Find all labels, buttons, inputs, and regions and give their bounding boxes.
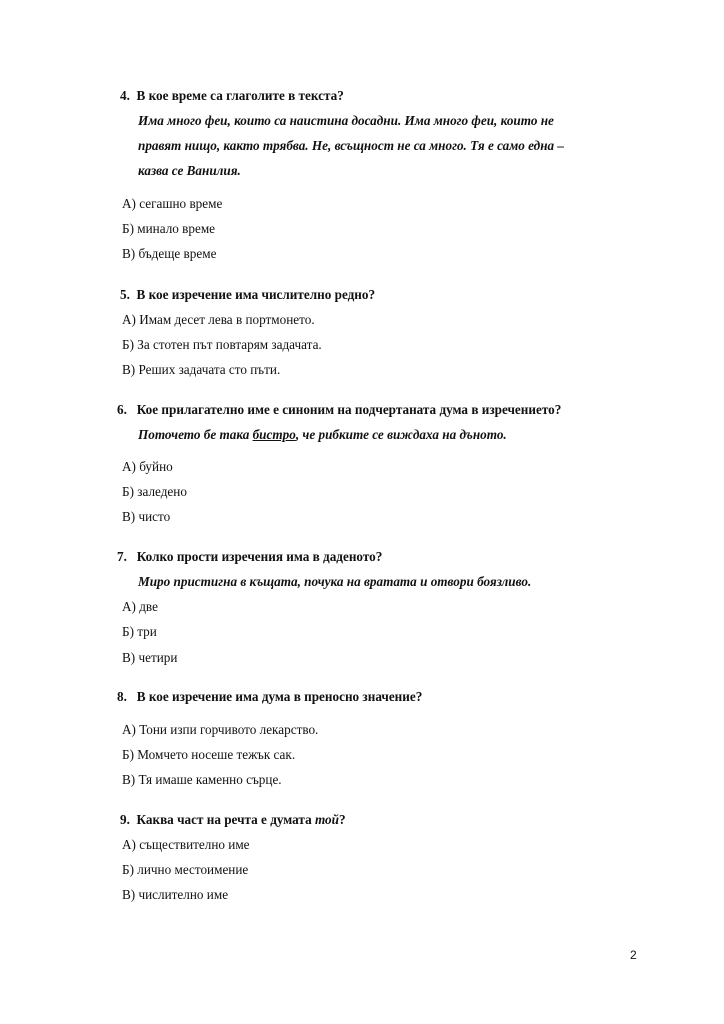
answer-option: В) четири [122, 650, 178, 665]
question-number: 4. [120, 88, 130, 103]
quote-line [138, 427, 507, 443]
answer-option: А) Имам десет лева в портмонето. [122, 312, 315, 327]
question-number: 5. [120, 287, 130, 302]
quote-text: , че рибките се виждаха на дъното. [295, 427, 507, 442]
question-text: Колко прости изречения има в даденото? [136, 549, 383, 564]
italic-word: той [314, 812, 339, 827]
question-text: В кое изречение има дума в преносно значение? [136, 689, 423, 704]
answer-option: Б) заледено [122, 484, 187, 499]
question-9-heading [120, 812, 346, 828]
answer-option: Б) Момчето носеше тежък сак. [122, 747, 296, 762]
answer-option: А) две [122, 599, 158, 614]
answer-option: Б) лично местоимение [122, 862, 249, 877]
question-text: В кое време са глаголите в текста? [136, 88, 344, 103]
question-7-heading [117, 549, 382, 565]
question-text-end: ? [338, 812, 346, 827]
answer-option: Б) минало време [122, 221, 216, 236]
answer-option: Б) три [122, 624, 157, 639]
underlined-word: бистро [252, 427, 296, 442]
question-number: 9. [120, 812, 130, 827]
answer-option: Б) За стотен път повтарям задачата. [122, 337, 322, 352]
answer-option: В) чисто [122, 509, 171, 524]
quote-line: казва се Ванилия. [138, 163, 241, 178]
question-number: 8. [117, 689, 127, 704]
answer-option: В) Реших задачата сто пъти. [122, 362, 281, 377]
question-8-heading [117, 689, 422, 705]
quote-line: Миро пристигна в къщата, почука на вратата и отвори боязливо. [138, 574, 532, 589]
question-text: В кое изречение има числително редно? [136, 287, 376, 302]
answer-option: А) съществително име [122, 837, 250, 852]
question-4-heading [120, 88, 344, 104]
answer-option: А) сегашно време [122, 196, 223, 211]
answer-option: В) числително име [122, 887, 229, 902]
question-6-heading [117, 402, 561, 418]
answer-option: А) Тони изпи горчивото лекарство. [122, 722, 319, 737]
quote-line: Има много феи, които са наистина досадни. Има много феи, които не [138, 113, 554, 128]
answer-option: В) бъдеще време [122, 246, 217, 261]
question-5-heading [120, 287, 375, 303]
question-number: 6. [117, 402, 127, 417]
answer-option: В) Тя имаше каменно сърце. [122, 772, 282, 787]
answer-option: А) буйно [122, 459, 173, 474]
question-text: Каква част на речта е думата [136, 812, 315, 827]
page-number: 2 [630, 948, 637, 962]
question-number: 7. [117, 549, 127, 564]
quote-line: правят нищо, както трябва. Не, всъщност не са много. Тя е само една – [138, 138, 565, 153]
question-text: Кое прилагателно име е синоним на подчертаната дума в изречението? [136, 402, 562, 417]
quote-text: Поточето бе така [138, 427, 253, 442]
